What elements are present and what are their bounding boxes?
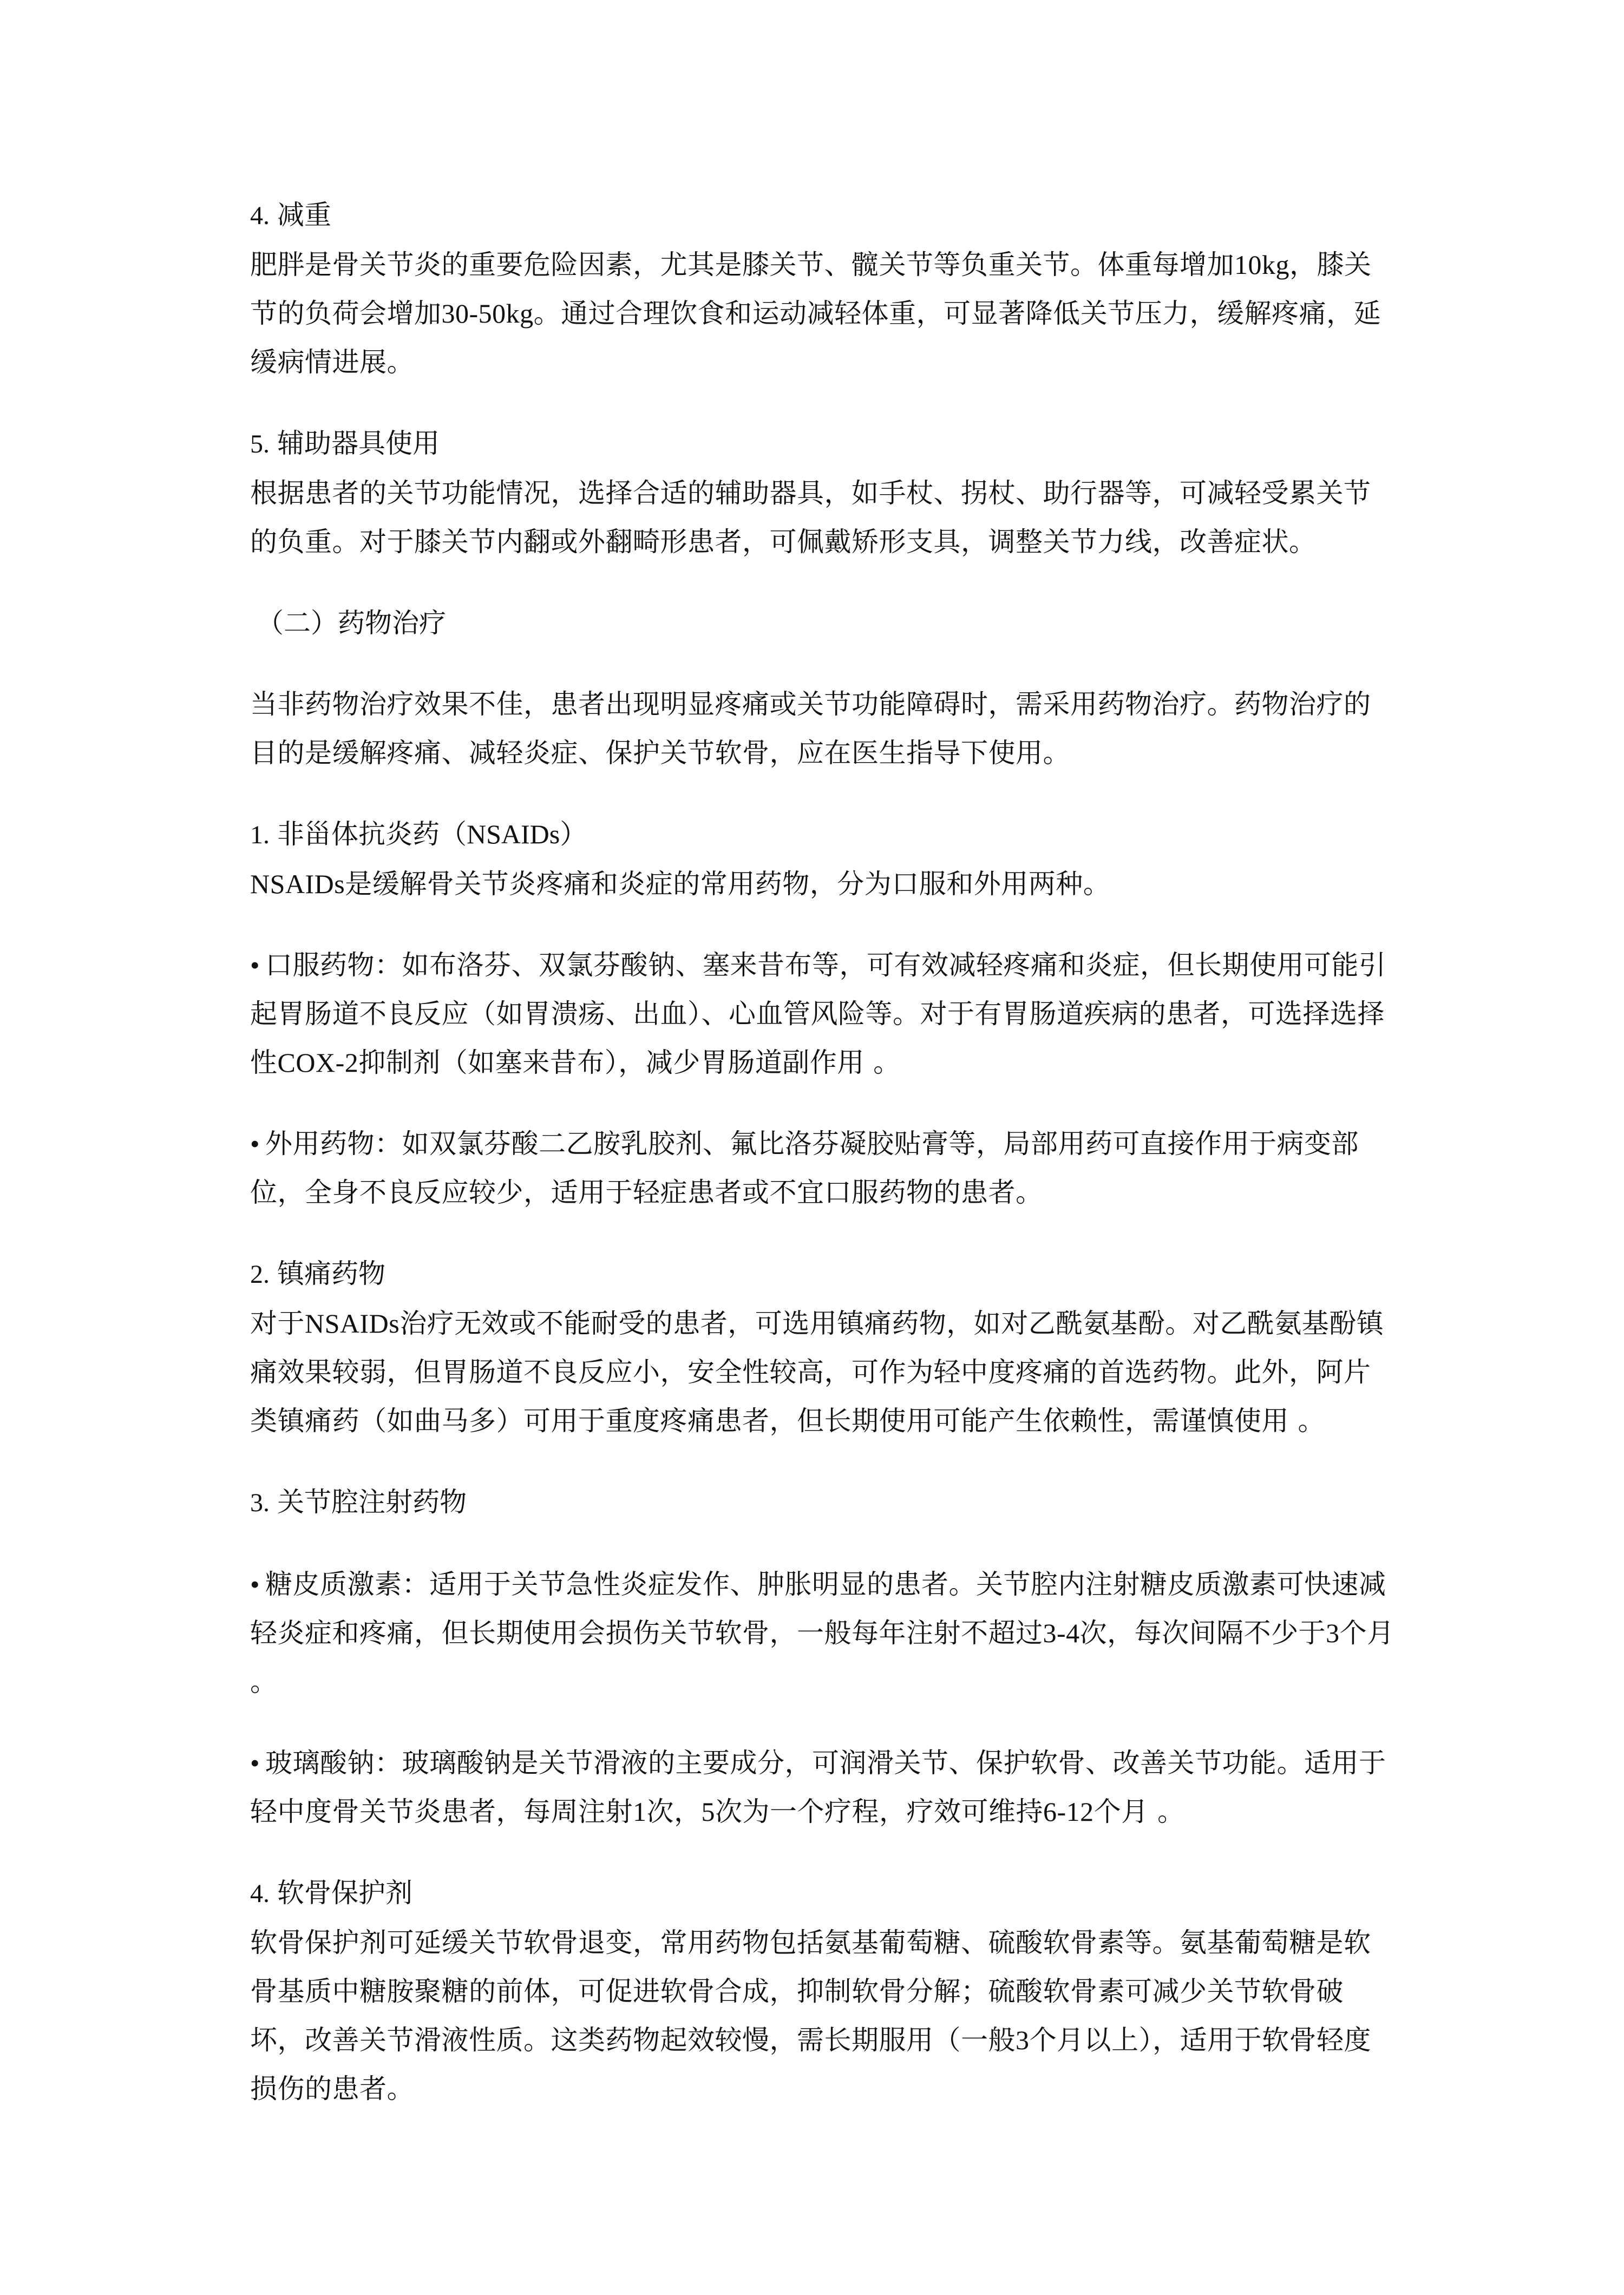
heading-number: 4. [250,201,270,230]
text-span: 对于 [250,1308,305,1339]
heading-chondroprotective-agents [250,1868,1398,1918]
heading-number: 3. [250,1489,270,1517]
text-latin: 6-12 [1043,1796,1094,1827]
heading-number: 4. [250,1879,270,1908]
text-span: 次，每次间隔不少于 [1079,1617,1326,1649]
text-span: 糖皮质激素：适用于关节急性炎症发作、肿胀明显的患者。关节腔内注射糖皮质激素可快速减轻炎症和疼痛，但长期使用会损伤关节软骨，一般每年注射不超过 [250,1569,1386,1649]
heading-number: 2. [250,1260,270,1289]
heading-assistive-devices [250,419,1398,469]
paragraph-weight-loss [250,240,1398,386]
document-page [250,191,1398,2113]
text-span: 玻璃酸钠：玻璃酸钠是关节滑液的主要成分，可润滑关节、保护软骨、改善关节功能。适用于轻中度骨关节炎患者，每周注射 [250,1747,1386,1827]
text-span: 治疗无效或不能耐受的患者，可选用镇痛药物，如对乙酰氨基酚。对乙酰氨基酚镇痛效果较弱，但胃肠道不良反应小，安全性较高，可作为轻中度疼痛的首选药物。此外，阿片类镇痛药（如曲马多）可用于重度疼痛患者，但长期使用可能产生依赖性，需谨慎使用 。 [250,1308,1384,1437]
text-span: 次为一个疗程，疗效可维持 [715,1796,1043,1827]
text-span: 个月以上），适用于软骨轻度损伤的患者。 [250,2024,1371,2104]
heading-intra-articular-injection [250,1478,1398,1527]
text-span: 口服药物：如布洛芬、双氯芬酸钠、塞来昔布等，可有效减轻疼痛和炎症，但长期使用可能引起胃肠道不良反应（如胃溃疡、出血）、心血管风险等。对于有胃肠道疾病的患者，可选择选择性 [250,949,1386,1078]
paragraph-chondroprotective-agents [250,1918,1398,2113]
value-span: 10kg [1234,250,1289,280]
text-latin: NSAIDs [305,1308,400,1339]
bullet-oral-drugs [250,941,1398,1087]
paragraph-drug-therapy-intro: 当非药物治疗效果不佳，患者出现明显疼痛或关节功能障碍时，需采用药物治疗。药物治疗的目的是缓解疼痛、减轻炎症、保护关节软骨，应在医生指导下使用。 [250,688,1371,769]
text-span: 外用药物：如双氯芬酸二乙胺乳胶剂、氟比洛芬凝胶贴膏等，局部用药可直接作用于病变部位，全身不良反应较少，适用于轻症患者或不宜口服药物的患者。 [250,1128,1359,1208]
text-latin: 5 [701,1796,715,1827]
text-latin: 1 [633,1796,647,1827]
text-span: 是缓解骨关节炎疼痛和炎症的常用药物，分为口服和外用两种。 [345,868,1111,900]
heading-text: 镇痛药物 [277,1258,385,1289]
heading-nsaids [250,810,1398,860]
bullet-icon: • [250,1748,260,1778]
text-span: 软骨保护剂可延缓关节软骨退变，常用药物包括氨基葡萄糖、硫酸软骨素等。氨基葡萄糖是软骨基质中糖胺聚糖的前体，可促进软骨合成，抑制软骨分解；硫酸软骨素可减少关节软骨破坏，改善关节滑液性质。这类药物起效较慢，需长期服用（一般 [250,1927,1371,2056]
heading-text: 减重 [277,199,331,231]
bullet-sodium-hyaluronate [250,1739,1398,1836]
text-span: 个月 。 [250,1617,1394,1697]
bullet-topical-drugs [250,1119,1398,1217]
heading-weight-loss [250,191,1398,240]
heading-analgesics [250,1249,1398,1299]
heading-text: 辅助器具使用 [277,428,440,459]
paragraph-analgesics [250,1299,1398,1445]
heading-text: 软骨保护剂 [277,1877,412,1909]
bullet-glucocorticoids [250,1560,1398,1706]
heading-text: 关节腔注射药物 [277,1486,467,1518]
bullet-icon: • [250,1129,260,1159]
paragraph-assistive-devices: 根据患者的关节功能情况，选择合适的辅助器具，如手杖、拐杖、助行器等，可减轻受累关节的负重。对于膝关节内翻或外翻畸形患者，可佩戴矫形支具，调整关节力线，改善症状。 [250,477,1371,558]
text-span: 次， [646,1796,702,1827]
bullet-icon: • [250,950,260,980]
heading-text: 非甾体抗炎药（ [277,818,467,850]
heading-number: 1. [250,821,270,849]
value-span: 30-50kg [441,298,534,329]
bullet-icon: • [250,1569,260,1599]
heading-number: 5. [250,430,270,458]
text-span: 抑制剂（如塞来昔布），减少胃肠道副作用 。 [358,1047,901,1078]
paragraph-nsaids-lead [250,860,1398,908]
text-latin: 3 [1016,2025,1030,2055]
text-span: ，膝关节的负荷会增加 [250,249,1372,329]
text-span: 个月 。 [1093,1796,1185,1827]
heading-text-latin: NSAIDs [467,819,560,849]
section-title-drug-therapy: （二）药物治疗 [257,607,446,639]
text-latin: 3-4 [1043,1618,1080,1648]
text-latin: NSAIDs [250,869,345,899]
text-span: 肥胖是骨关节炎的重要危险因素，尤其是膝关节、髋关节等负重关节。体重每增加 [250,249,1234,280]
text-latin: COX-2 [277,1047,359,1078]
heading-text: ） [560,818,587,850]
text-latin: 3 [1326,1618,1340,1648]
text-span: 。通过合理饮食和运动减轻体重，可显著降低关节压力，缓解疼痛，延缓病情进展。 [250,298,1381,378]
